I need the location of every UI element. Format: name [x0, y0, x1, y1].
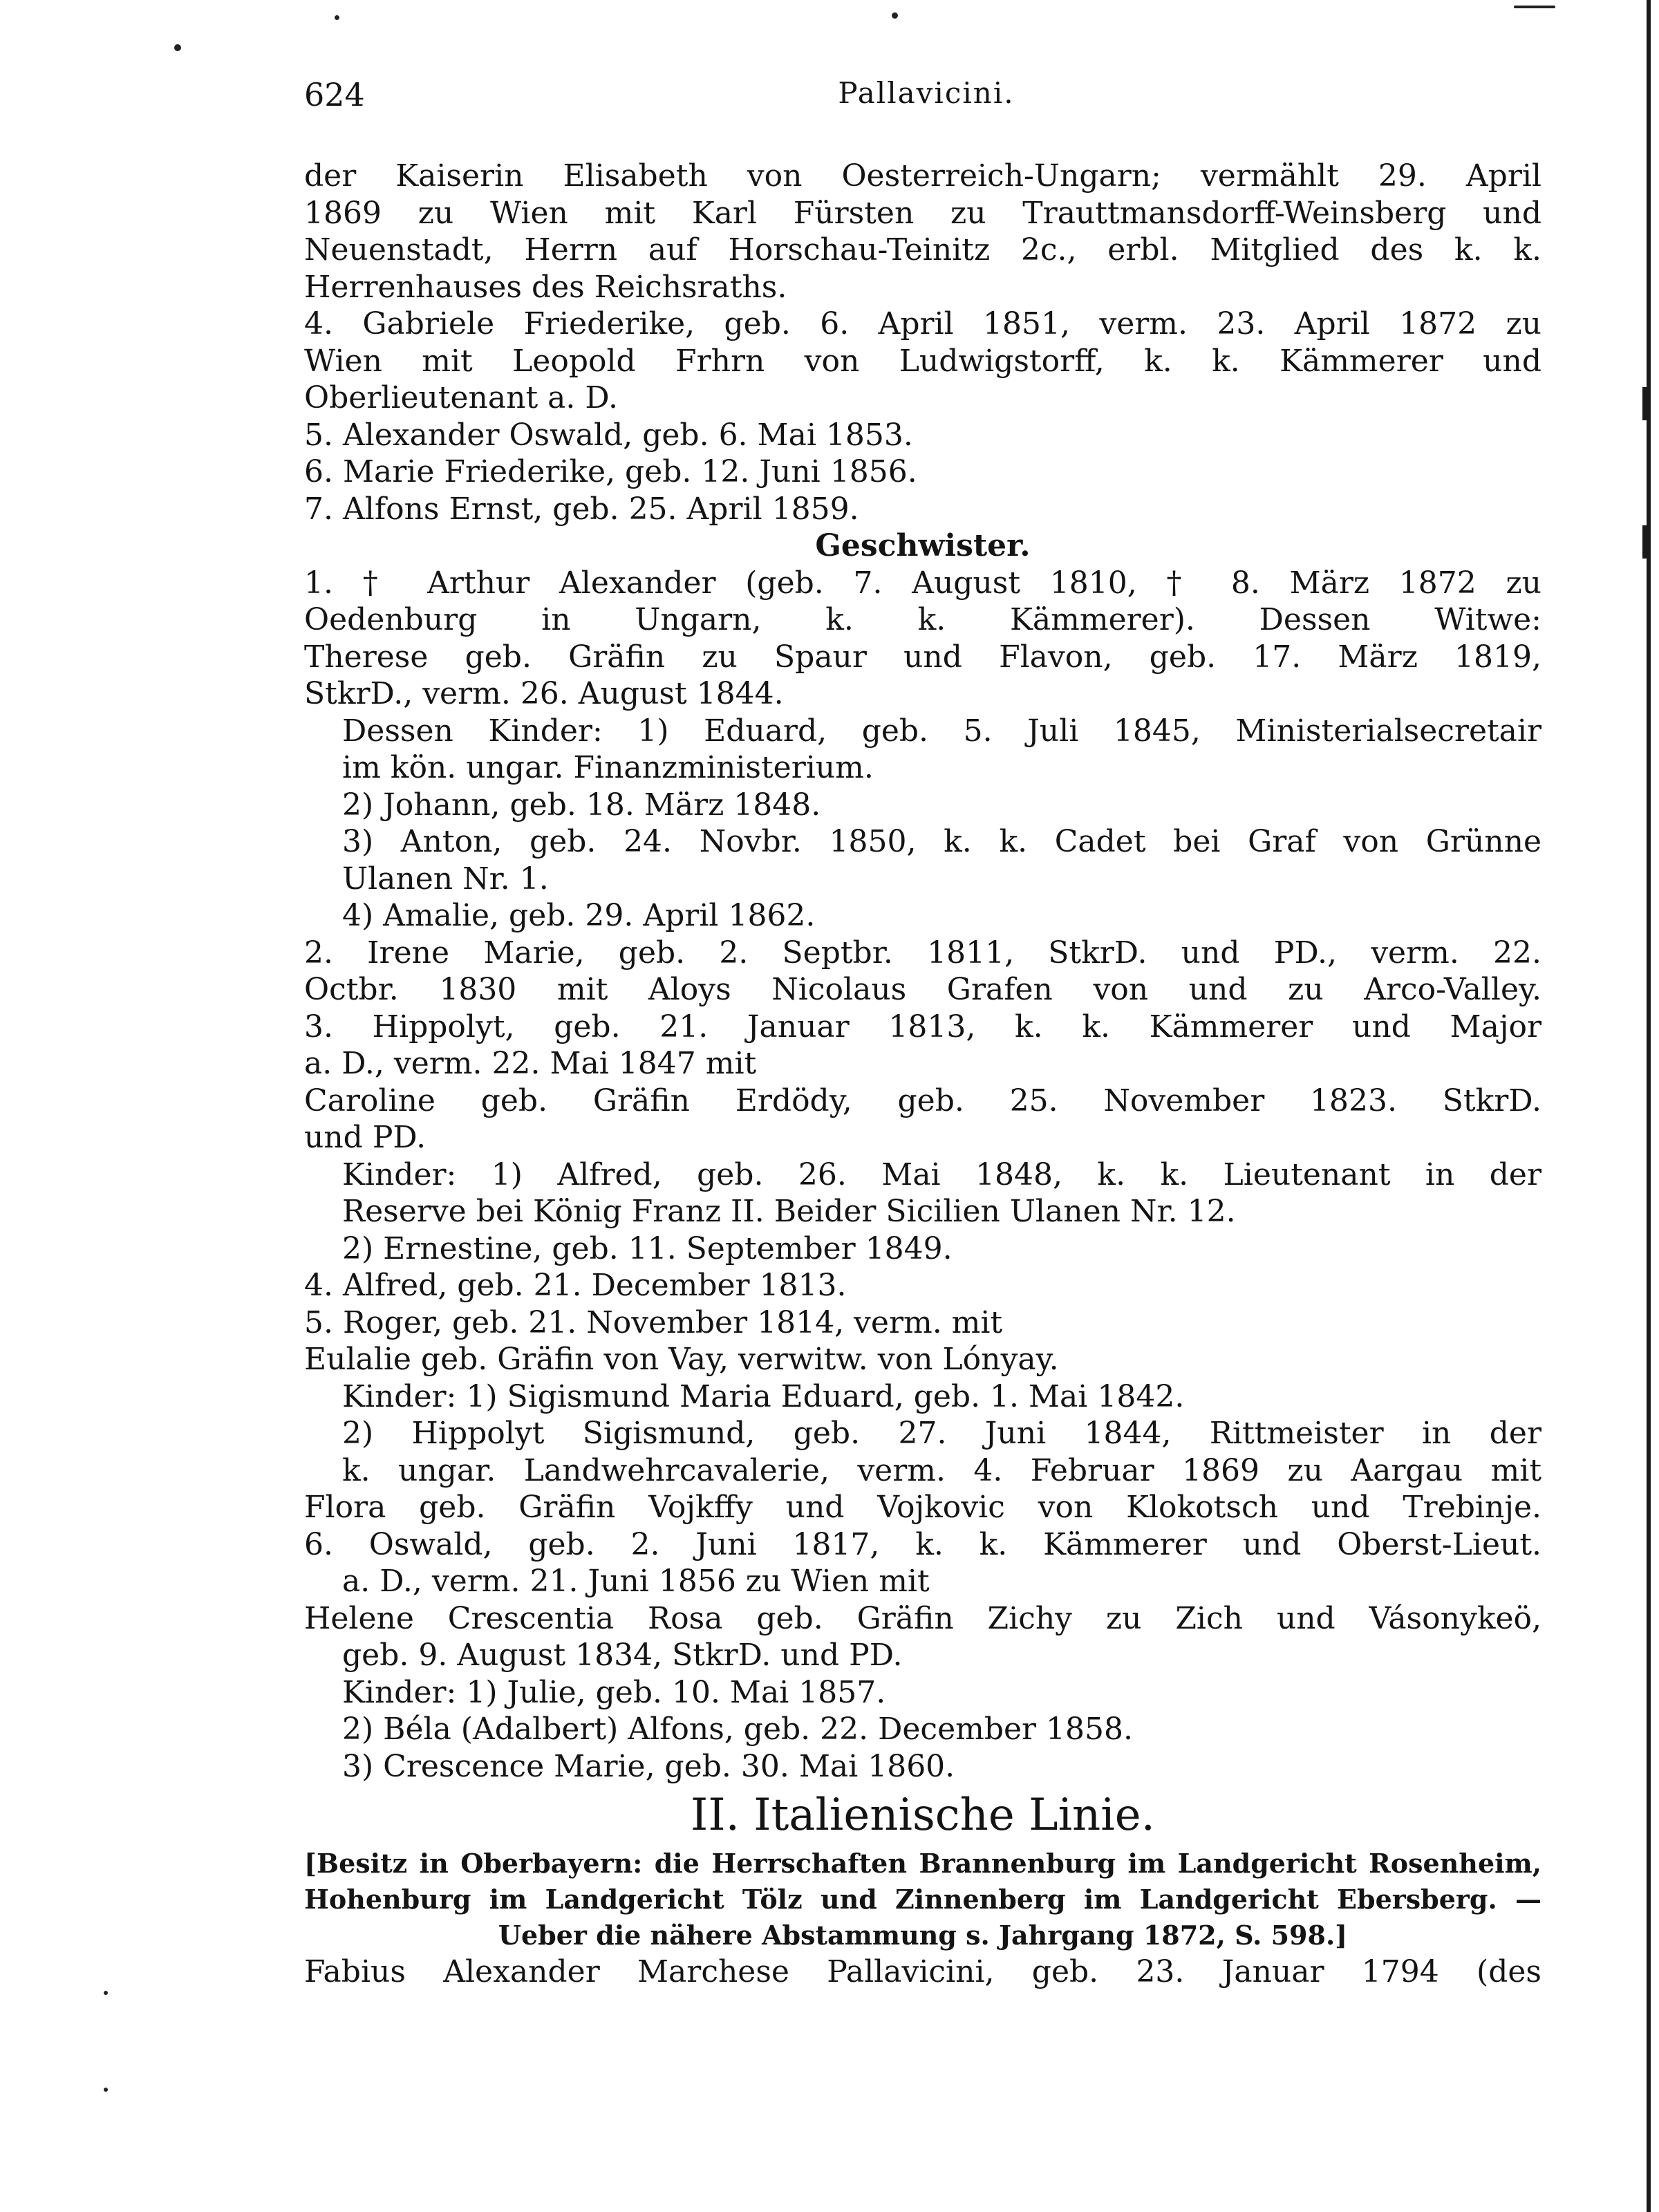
text-line: Oedenburg in Ungarn, k. k. Kämmerer). Dessen Witwe:	[304, 602, 1541, 637]
text-line: Fabius Alexander Marchese Pallavicini, geb. 23. Januar 1794 (des	[304, 1954, 1541, 1989]
text-line: Therese geb. Gräfin zu Spaur und Flavon, geb. 17. März 1819,	[304, 639, 1541, 675]
text-line: Kinder: 1) Alfred, geb. 26. Mai 1848, k. k. Lieutenant in der	[342, 1156, 1541, 1192]
text-line: Dessen Kinder: 1) Eduard, geb. 5. Juli 1845, Ministerialsecretair	[342, 713, 1541, 749]
text-line: Octbr. 1830 mit Aloys Nicolaus Grafen von und zu Arco-Valley.	[304, 972, 1541, 1007]
bracket-note-line: [Besitz in Oberbayern: die Herrschaften Brannenburg im Landgericht Rosenheim,	[304, 1848, 1541, 1879]
page-edge-mark	[1642, 387, 1649, 420]
text-line: 2) Ernestine, geb. 11. September 1849.	[342, 1230, 953, 1266]
list-entry: 6. Oswald, geb. 2. Juni 1817, k. k. Kämmerer und Oberst-Lieut.	[304, 1526, 1541, 1562]
text-line: der Kaiserin Elisabeth von Oesterreich-Ungarn; vermählt 29. April	[304, 158, 1541, 194]
scan-speck	[174, 44, 181, 51]
scan-speck	[104, 2088, 108, 2092]
scan-speck	[104, 1991, 108, 1995]
list-entry: 2. Irene Marie, geb. 2. Septbr. 1811, StkrD. und PD., verm. 22.	[304, 935, 1541, 971]
page-header	[304, 76, 1548, 118]
list-entry: 4. Alfred, geb. 21. December 1813.	[304, 1268, 847, 1303]
text-line: Reserve bei König Franz II. Beider Sicilien Ulanen Nr. 12.	[342, 1194, 1236, 1229]
list-entry: 1. † Arthur Alexander (geb. 7. August 1810, † 8. März 1872 zu	[304, 565, 1541, 601]
text-line: im kön. ungar. Finanzministerium.	[342, 750, 874, 785]
page-number: 624	[304, 76, 365, 113]
text-line: 2) Johann, geb. 18. März 1848.	[342, 787, 821, 823]
bracket-note-line: Hohenburg im Landgericht Tölz und Zinnenberg im Landgericht Ebersberg. —	[304, 1884, 1541, 1915]
scan-speck	[1514, 6, 1555, 8]
section-heading: Geschwister.	[815, 528, 1031, 563]
text-line: und PD.	[304, 1120, 427, 1155]
text-line: Flora geb. Gräfin Vojkffy und Vojkovic von Klokotsch und Trebinje.	[304, 1490, 1541, 1525]
text-line: Wien mit Leopold Frhrn von Ludwigstorff, k. k. Kämmerer und	[304, 343, 1541, 379]
section-title: II. Italienische Linie.	[691, 1790, 1155, 1841]
list-entry: 7. Alfons Ernst, geb. 25. April 1859.	[304, 491, 859, 527]
text-line: Ulanen Nr. 1.	[342, 861, 549, 897]
text-line: 3) Anton, geb. 24. Novbr. 1850, k. k. Cadet bei Graf von Grünne	[342, 824, 1541, 859]
text-line: Eulalie geb. Gräfin von Vay, verwitw. von Lónyay.	[304, 1342, 1059, 1377]
text-line: Kinder: 1) Julie, geb. 10. Mai 1857.	[342, 1674, 886, 1710]
page-body	[304, 158, 1541, 1991]
text-line: Herrenhauses des Reichsraths.	[304, 269, 787, 305]
page-edge-shadow	[1647, 0, 1651, 2212]
text-line: 1869 zu Wien mit Karl Fürsten zu Trauttmansdorff-Weinsberg und	[304, 195, 1541, 231]
text-line: k. ungar. Landwehrcavalerie, verm. 4. Februar 1869 zu Aargau mit	[342, 1452, 1541, 1488]
text-line: 2) Hippolyt Sigismund, geb. 27. Juni 1844, Rittmeister in der	[342, 1416, 1541, 1451]
list-entry: 6. Marie Friederike, geb. 12. Juni 1856.	[304, 454, 917, 489]
list-entry: 5. Alexander Oswald, geb. 6. Mai 1853.	[304, 417, 913, 453]
text-line: a. D., verm. 21. Juni 1856 zu Wien mit	[342, 1564, 930, 1599]
scan-speck	[892, 12, 898, 19]
text-line: 2) Béla (Adalbert) Alfons, geb. 22. December 1858.	[342, 1712, 1134, 1747]
text-line: geb. 9. August 1834, StkrD. und PD.	[342, 1638, 903, 1673]
text-line: Kinder: 1) Sigismund Maria Eduard, geb. 1. Mai 1842.	[342, 1378, 1185, 1414]
text-line: 4) Amalie, geb. 29. April 1862.	[342, 898, 816, 933]
list-entry: 4. Gabriele Friederike, geb. 6. April 1851, verm. 23. April 1872 zu	[304, 306, 1541, 341]
text-line: StkrD., verm. 26. August 1844.	[304, 676, 784, 711]
text-line: Caroline geb. Gräfin Erdödy, geb. 25. November 1823. StkrD.	[304, 1082, 1541, 1118]
text-line: a. D., verm. 22. Mai 1847 mit	[304, 1046, 757, 1081]
list-entry: 3. Hippolyt, geb. 21. Januar 1813, k. k. Kämmerer und Major	[304, 1009, 1541, 1044]
text-line: 3) Crescence Marie, geb. 30. Mai 1860.	[342, 1748, 955, 1784]
text-line: Neuenstadt, Herrn auf Horschau-Teinitz 2c., erbl. Mitglied des k. k.	[304, 232, 1541, 268]
scan-speck	[335, 15, 339, 20]
page-edge-mark	[1642, 525, 1649, 559]
bracket-note-line: Ueber die nähere Abstammung s. Jahrgang 1872, S. 598.]	[498, 1920, 1348, 1951]
list-entry: 5. Roger, geb. 21. November 1814, verm. mit	[304, 1304, 1003, 1340]
running-head: Pallavicini.	[838, 76, 1015, 110]
text-line: Helene Crescentia Rosa geb. Gräfin Zichy zu Zich und Vásonykeö,	[304, 1600, 1541, 1636]
text-line: Oberlieutenant a. D.	[304, 380, 619, 415]
